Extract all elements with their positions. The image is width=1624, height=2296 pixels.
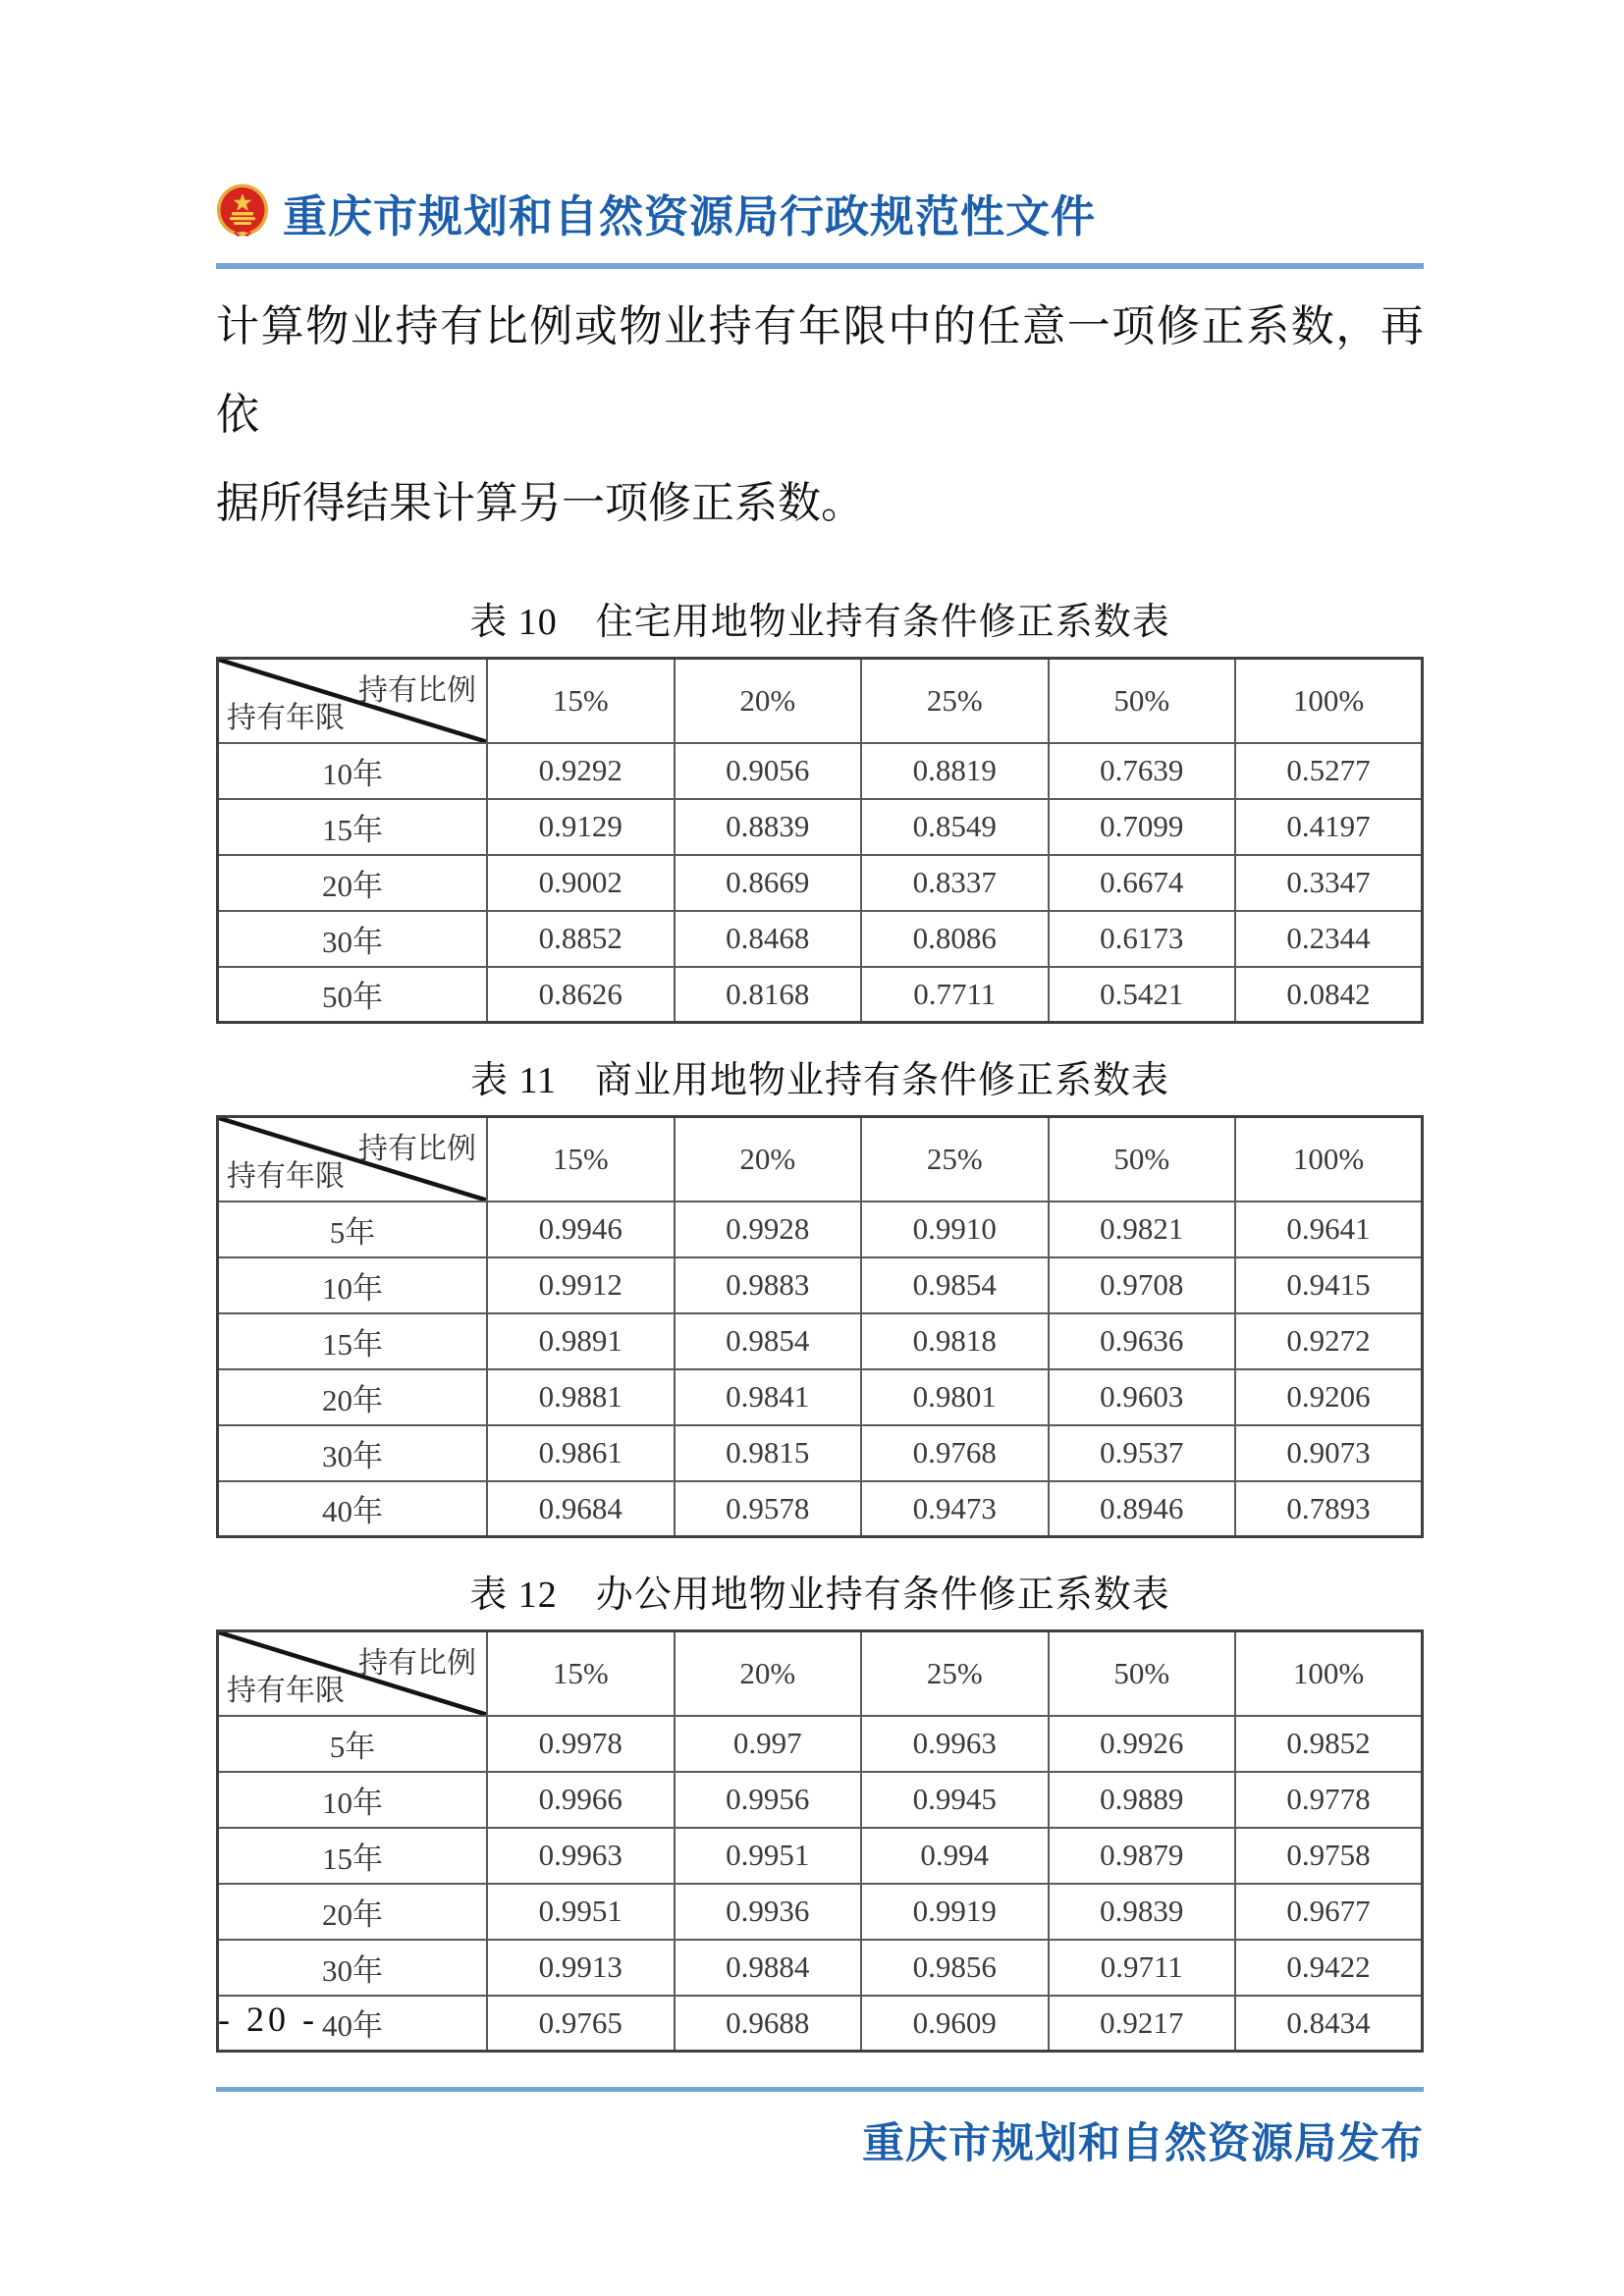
coefficient-cell: 0.9926: [1049, 1716, 1236, 1772]
column-header: 15%: [487, 659, 675, 743]
coefficient-table-block: [216, 591, 1424, 1024]
coefficient-cell: 0.9073: [1235, 1425, 1423, 1481]
row-label: 5年: [218, 1716, 488, 1772]
coefficient-cell: 0.9946: [487, 1201, 675, 1257]
coefficient-cell: 0.9818: [861, 1313, 1049, 1369]
coefficient-cell: 0.9217: [1049, 1996, 1236, 2052]
coefficient-cell: 0.9891: [487, 1313, 675, 1369]
coefficient-cell: 0.8852: [487, 911, 675, 967]
row-label: 40年: [218, 1481, 488, 1537]
document-header: [216, 183, 1424, 241]
coefficient-cell: 0.9936: [675, 1884, 862, 1940]
coefficient-cell: 0.9422: [1235, 1940, 1423, 1996]
coefficient-cell: 0.9711: [1049, 1940, 1236, 1996]
coefficient-cell: 0.9913: [487, 1940, 675, 1996]
column-header: 50%: [1049, 1117, 1236, 1201]
table-body: [218, 1716, 1423, 2052]
coefficient-cell: 0.9677: [1235, 1884, 1423, 1940]
table-header-row: [218, 1117, 1423, 1201]
column-header: 100%: [1235, 659, 1423, 743]
row-label: 20年: [218, 1369, 488, 1425]
column-header: 15%: [487, 1117, 675, 1201]
coefficient-cell: 0.9951: [675, 1828, 862, 1884]
coefficient-cell: 0.9956: [675, 1772, 862, 1828]
coefficient-cell: 0.994: [861, 1828, 1049, 1884]
coefficient-cell: 0.5277: [1235, 743, 1423, 799]
coefficient-cell: 0.9758: [1235, 1828, 1423, 1884]
row-label: 15年: [218, 1828, 488, 1884]
coefficient-cell: 0.3347: [1235, 855, 1423, 911]
coefficient-cell: 0.4197: [1235, 799, 1423, 855]
coefficient-cell: 0.9884: [675, 1940, 862, 1996]
body-paragraph: [216, 283, 1424, 548]
row-label: 15年: [218, 1313, 488, 1369]
corner-top-label: 持有比例: [358, 674, 476, 707]
table-row: [218, 1884, 1423, 1940]
table-row: [218, 1772, 1423, 1828]
row-label: 15年: [218, 799, 488, 855]
row-label: 40年: [218, 1996, 488, 2052]
column-header: 15%: [487, 1631, 675, 1716]
column-header: 25%: [861, 659, 1049, 743]
corner-bottom-label: 持有年限: [227, 1674, 345, 1707]
coefficient-cell: 0.9603: [1049, 1369, 1236, 1425]
row-label: 10年: [218, 1772, 488, 1828]
row-label: 50年: [218, 967, 488, 1023]
coefficient-cell: 0.9684: [487, 1481, 675, 1537]
diagonal-header-cell: [218, 659, 488, 743]
table-row: [218, 1369, 1423, 1425]
coefficient-cell: 0.9861: [487, 1425, 675, 1481]
table-row: [218, 799, 1423, 855]
column-header: 25%: [861, 1117, 1049, 1201]
coefficient-cell: 0.9910: [861, 1201, 1049, 1257]
table-caption: 表 12 办公用地物业持有条件修正系数表: [469, 1575, 1170, 1616]
table-row: [218, 911, 1423, 967]
coefficient-cell: 0.8549: [861, 799, 1049, 855]
row-label: 30年: [218, 1940, 488, 1996]
coefficient-cell: 0.9415: [1235, 1257, 1423, 1313]
coefficient-cell: 0.9841: [675, 1369, 862, 1425]
coefficient-cell: 0.9768: [861, 1425, 1049, 1481]
coefficient-cell: 0.9945: [861, 1772, 1049, 1828]
coefficient-cell: 0.9881: [487, 1369, 675, 1425]
coefficient-cell: 0.9856: [861, 1940, 1049, 1996]
coefficient-cell: 0.9966: [487, 1772, 675, 1828]
coefficient-cell: 0.9688: [675, 1996, 862, 2052]
coefficient-cell: 0.9821: [1049, 1201, 1236, 1257]
row-label: 5年: [218, 1201, 488, 1257]
coefficient-cell: 0.9473: [861, 1481, 1049, 1537]
table-row: [218, 1313, 1423, 1369]
coefficient-cell: 0.8839: [675, 799, 862, 855]
coefficient-cell: 0.7099: [1049, 799, 1236, 855]
row-label: 30年: [218, 911, 488, 967]
coefficient-cell: 0.7639: [1049, 743, 1236, 799]
table-row: [218, 967, 1423, 1023]
coefficient-cell: 0.9206: [1235, 1369, 1423, 1425]
page-number: - 20 -: [218, 2000, 318, 2039]
coefficient-cell: 0.9883: [675, 1257, 862, 1313]
coefficient-cell: 0.9636: [1049, 1313, 1236, 1369]
coefficient-cell: 0.8086: [861, 911, 1049, 967]
table-row: [218, 1940, 1423, 1996]
row-label: 10年: [218, 1257, 488, 1313]
coefficient-cell: 0.9002: [487, 855, 675, 911]
coefficient-table: [216, 657, 1424, 1024]
coefficient-cell: 0.9951: [487, 1884, 675, 1940]
coefficient-cell: 0.9854: [675, 1313, 862, 1369]
column-header: 50%: [1049, 1631, 1236, 1716]
coefficient-cell: 0.9708: [1049, 1257, 1236, 1313]
table-row: [218, 855, 1423, 911]
tables-section: [216, 591, 1424, 2053]
coefficient-table-block: [216, 1049, 1424, 1538]
national-emblem-icon: [216, 184, 269, 240]
coefficient-cell: 0.9928: [675, 1201, 862, 1257]
table-caption: 表 11 商业用地物业持有条件修正系数表: [469, 1060, 1170, 1101]
coefficient-cell: 0.9641: [1235, 1201, 1423, 1257]
row-label: 20年: [218, 1884, 488, 1940]
coefficient-cell: 0.9609: [861, 1996, 1049, 2052]
table-row: [218, 1481, 1423, 1537]
column-header: 100%: [1235, 1631, 1423, 1716]
table-body: [218, 743, 1423, 1023]
coefficient-cell: 0.8468: [675, 911, 862, 967]
coefficient-cell: 0.9879: [1049, 1828, 1236, 1884]
table-row: [218, 1425, 1423, 1481]
coefficient-cell: 0.8819: [861, 743, 1049, 799]
page-title: 重庆市规划和自然资源局行政规范性文件: [283, 190, 1097, 241]
row-label: 10年: [218, 743, 488, 799]
coefficient-cell: 0.8337: [861, 855, 1049, 911]
coefficient-cell: 0.0842: [1235, 967, 1423, 1023]
coefficient-cell: 0.9854: [861, 1257, 1049, 1313]
diagonal-header-cell: [218, 1117, 488, 1201]
coefficient-cell: 0.9852: [1235, 1716, 1423, 1772]
corner-top-label: 持有比例: [358, 1133, 476, 1165]
coefficient-cell: 0.5421: [1049, 967, 1236, 1023]
paragraph-line-1: 计算物业持有比例或物业持有年限中的任意一项修正系数，再依: [216, 302, 1424, 439]
coefficient-cell: 0.9978: [487, 1716, 675, 1772]
coefficient-cell: 0.8168: [675, 967, 862, 1023]
column-header: 50%: [1049, 659, 1236, 743]
coefficient-cell: 0.8626: [487, 967, 675, 1023]
publisher-label: 重庆市规划和自然资源局发布: [862, 2120, 1424, 2167]
diagonal-header-cell: [218, 1631, 488, 1716]
coefficient-cell: 0.9839: [1049, 1884, 1236, 1940]
table-row: [218, 743, 1423, 799]
corner-bottom-label: 持有年限: [227, 701, 345, 734]
footer-divider: [216, 2087, 1424, 2092]
column-header: 20%: [675, 1631, 862, 1716]
table-row: [218, 1716, 1423, 1772]
coefficient-cell: 0.9778: [1235, 1772, 1423, 1828]
table-row: [218, 1201, 1423, 1257]
coefficient-cell: 0.9765: [487, 1996, 675, 2052]
coefficient-cell: 0.9815: [675, 1425, 862, 1481]
table-header-row: [218, 1631, 1423, 1716]
coefficient-cell: 0.9578: [675, 1481, 862, 1537]
column-header: 25%: [861, 1631, 1049, 1716]
coefficient-cell: 0.7893: [1235, 1481, 1423, 1537]
coefficient-cell: 0.2344: [1235, 911, 1423, 967]
coefficient-cell: 0.9129: [487, 799, 675, 855]
coefficient-cell: 0.9963: [487, 1828, 675, 1884]
column-header: 20%: [675, 659, 862, 743]
coefficient-cell: 0.9801: [861, 1369, 1049, 1425]
header-divider: [216, 263, 1424, 269]
row-label: 30年: [218, 1425, 488, 1481]
coefficient-cell: 0.9963: [861, 1716, 1049, 1772]
corner-top-label: 持有比例: [358, 1647, 476, 1680]
table-body: [218, 1201, 1423, 1537]
table-row: [218, 1257, 1423, 1313]
coefficient-cell: 0.9889: [1049, 1772, 1236, 1828]
coefficient-cell: 0.8434: [1235, 1996, 1423, 2052]
corner-bottom-label: 持有年限: [227, 1159, 345, 1193]
table-caption: 表 10 住宅用地物业持有条件修正系数表: [469, 602, 1170, 643]
coefficient-cell: 0.8669: [675, 855, 862, 911]
coefficient-cell: 0.7711: [861, 967, 1049, 1023]
coefficient-cell: 0.997: [675, 1716, 862, 1772]
coefficient-cell: 0.9537: [1049, 1425, 1236, 1481]
coefficient-cell: 0.9919: [861, 1884, 1049, 1940]
coefficient-table: [216, 1629, 1424, 2053]
coefficient-cell: 0.9056: [675, 743, 862, 799]
table-row: [218, 1996, 1423, 2052]
column-header: 100%: [1235, 1117, 1423, 1201]
table-header-row: [218, 659, 1423, 743]
coefficient-cell: 0.6674: [1049, 855, 1236, 911]
table-row: [218, 1828, 1423, 1884]
row-label: 20年: [218, 855, 488, 911]
coefficient-cell: 0.9272: [1235, 1313, 1423, 1369]
coefficient-cell: 0.9292: [487, 743, 675, 799]
coefficient-table-block: [216, 1564, 1424, 2053]
coefficient-cell: 0.9912: [487, 1257, 675, 1313]
coefficient-cell: 0.8946: [1049, 1481, 1236, 1537]
column-header: 20%: [675, 1117, 862, 1201]
coefficient-cell: 0.6173: [1049, 911, 1236, 967]
coefficient-table: [216, 1115, 1424, 1538]
paragraph-line-2: 据所得结果计算另一项修正系数。: [216, 479, 864, 527]
